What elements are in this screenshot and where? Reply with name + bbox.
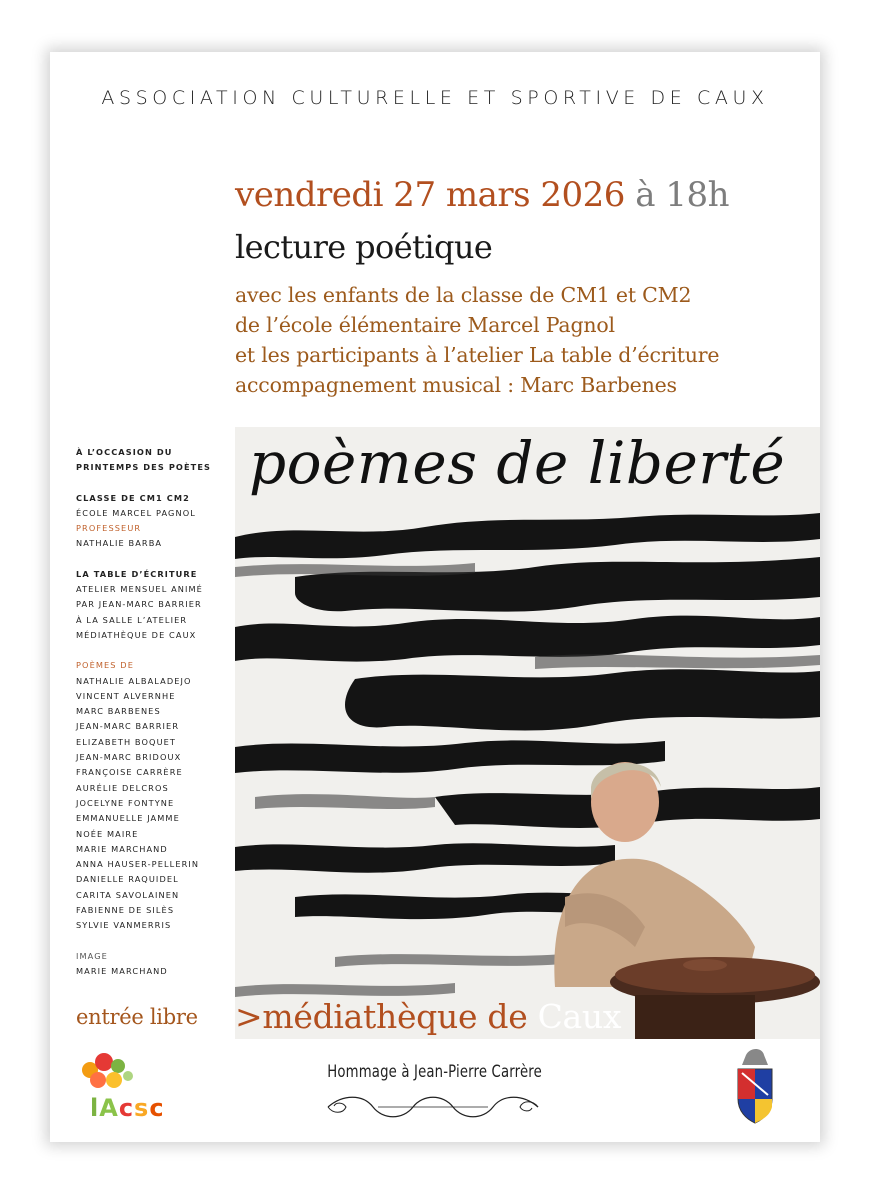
poster — [50, 52, 820, 1142]
poet-name: FABIENNE DE SILÈS — [76, 905, 175, 916]
occasion-line: PRINTEMPS DES POÈTES — [76, 462, 212, 473]
class-title: CLASSE DE CM1 CM2 — [76, 492, 190, 503]
venue-name: Caux — [537, 997, 622, 1036]
image-label: IMAGE — [76, 950, 108, 961]
poet-name: NOÉE MAIRE — [76, 828, 139, 839]
workshop-line: MÉDIATHÈQUE DE CAUX — [76, 629, 197, 640]
ornamental-flourish — [318, 1092, 548, 1122]
poet-name: ANNA HAUSER-PELLERIN — [76, 859, 200, 870]
poet-name: AURÉLIE DELCROS — [76, 782, 169, 793]
logo-letter: s — [134, 1094, 150, 1122]
logo-letter: l — [90, 1094, 100, 1122]
venue-prefix: >médiathèque de — [235, 997, 538, 1036]
teacher-label: PROFESSEUR — [76, 523, 142, 534]
acsc-logo-icon — [72, 1050, 142, 1100]
workshop-line: ATELIER MENSUEL ANIMÉ — [76, 584, 203, 595]
entry-free-label: entrée libre — [76, 1005, 198, 1029]
logo-letter: c — [149, 1094, 165, 1122]
poems-label: POÈMES DE — [76, 660, 134, 671]
event-date: vendredi 27 mars 2026 — [235, 175, 625, 215]
logo-letter: A — [99, 1094, 119, 1122]
acsc-logo-text — [90, 1094, 165, 1122]
poet-name: NATHALIE ALBALADEJO — [76, 675, 192, 686]
workshop-line: PAR JEAN-MARC BARRIER — [76, 599, 202, 610]
image-credit: MARIE MARCHAND — [76, 965, 168, 976]
poet-name: SYLVIE VANMERRIS — [76, 920, 172, 931]
association-title: ASSOCIATION CULTURELLE ET SPORTIVE DE CAUX — [101, 87, 769, 109]
description-line: de l’école élémentaire Marcel Pagnol — [235, 313, 615, 337]
workshop-title: LA TABLE D’ÉCRITURE — [76, 568, 198, 579]
ink-landscape-artwork — [235, 427, 820, 1039]
venue-line — [235, 997, 621, 1036]
description-line: avec les enfants de la classe de CM1 et CM2 — [235, 283, 692, 307]
poet-name: ELIZABETH BOQUET — [76, 736, 177, 747]
tribute-text: Hommage à Jean-Pierre Carrère — [327, 1062, 543, 1082]
event-description — [235, 280, 719, 400]
poet-name: JEAN-MARC BRIDOUX — [76, 752, 182, 763]
workshop-line: À LA SALLE L’ATELIER — [76, 614, 188, 625]
event-time: à 18h — [635, 175, 729, 215]
description-line: et les participants à l’atelier La table d’écriture — [235, 343, 720, 367]
poet-name: MARC BARBENES — [76, 706, 161, 717]
poet-name: CARITA SAVOLAINEN — [76, 889, 180, 900]
credits-sidebar — [76, 445, 226, 979]
teacher-name: NATHALIE BARBA — [76, 538, 163, 549]
artwork-panel — [235, 427, 820, 1039]
tribute — [50, 1062, 820, 1082]
poet-name: JOCELYNE FONTYNE — [76, 797, 175, 808]
logo-letter: c — [118, 1094, 135, 1122]
poet-name: DANIELLE RAQUIDEL — [76, 874, 179, 885]
poet-name: EMMANUELLE JAMME — [76, 813, 180, 824]
event-type: lecture poétique — [235, 228, 493, 266]
poem-title: poèmes de liberté — [249, 429, 786, 497]
description-line: accompagnement musical : Marc Barbenes — [235, 373, 677, 397]
poet-name: MARIE MARCHAND — [76, 843, 168, 854]
poet-name: JEAN-MARC BARRIER — [76, 721, 180, 732]
event-date-line — [235, 175, 729, 215]
occasion-line: À L’OCCASION DU — [76, 447, 173, 457]
school-name: ÉCOLE MARCEL PAGNOL — [76, 507, 196, 518]
poet-name: VINCENT ALVERNHE — [76, 690, 176, 701]
coat-of-arms-icon — [730, 1047, 780, 1127]
poet-name: FRANÇOISE CARRÈRE — [76, 767, 183, 778]
